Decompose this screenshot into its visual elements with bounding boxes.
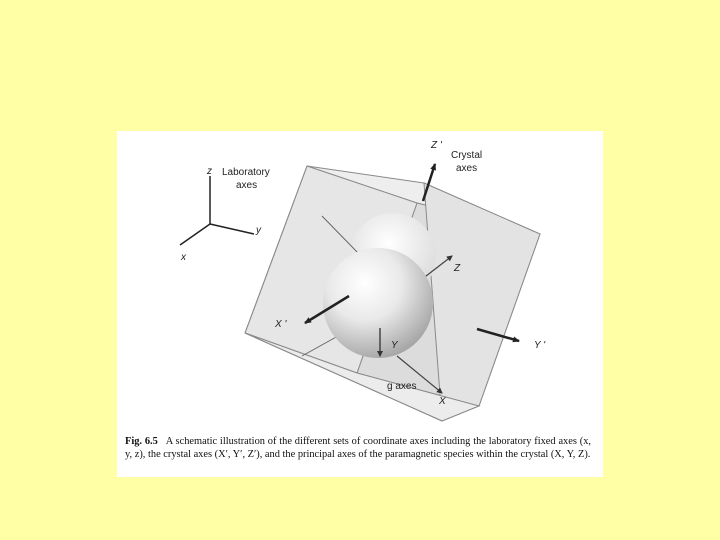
crystal-x-label: X ' [275,319,287,330]
figure-caption [125,435,591,461]
lab-axes-title-line2: axes [236,180,258,191]
crystal-axes-diagram [117,131,603,477]
lab-x-label: x [181,252,186,263]
crystal-axes-title-line2: axes [456,163,478,174]
crystal-z-label: Z ' [431,140,442,151]
g-z-label: Z [454,263,461,274]
lab-z-label: z [207,166,212,177]
lab-x-axis [180,224,210,245]
crystal-y-label: Y ' [534,340,546,351]
caption-fig-label: Fig. 6.5 [125,436,158,447]
crystal-axes-title-line1: Crystal [451,150,483,161]
g-y-label: Y [391,340,398,351]
lab-y-axis [210,224,254,234]
lab-y-label: y [256,225,261,236]
g-axes-title: g axes [387,381,417,392]
lab-axes-title-line1: Laboratory [222,167,270,178]
box-right-face [424,183,540,421]
g-x-label: X [439,396,446,407]
figure-card [117,131,603,477]
caption-text: A schematic illustration of the different sets of coordinate axes including the laboratory fixed axes (x, y, z), the crystal axes (X′, Y′, Z′), and the principal axes of the paramagnetic species within the crystal (X, Y, Z). [125,436,591,461]
